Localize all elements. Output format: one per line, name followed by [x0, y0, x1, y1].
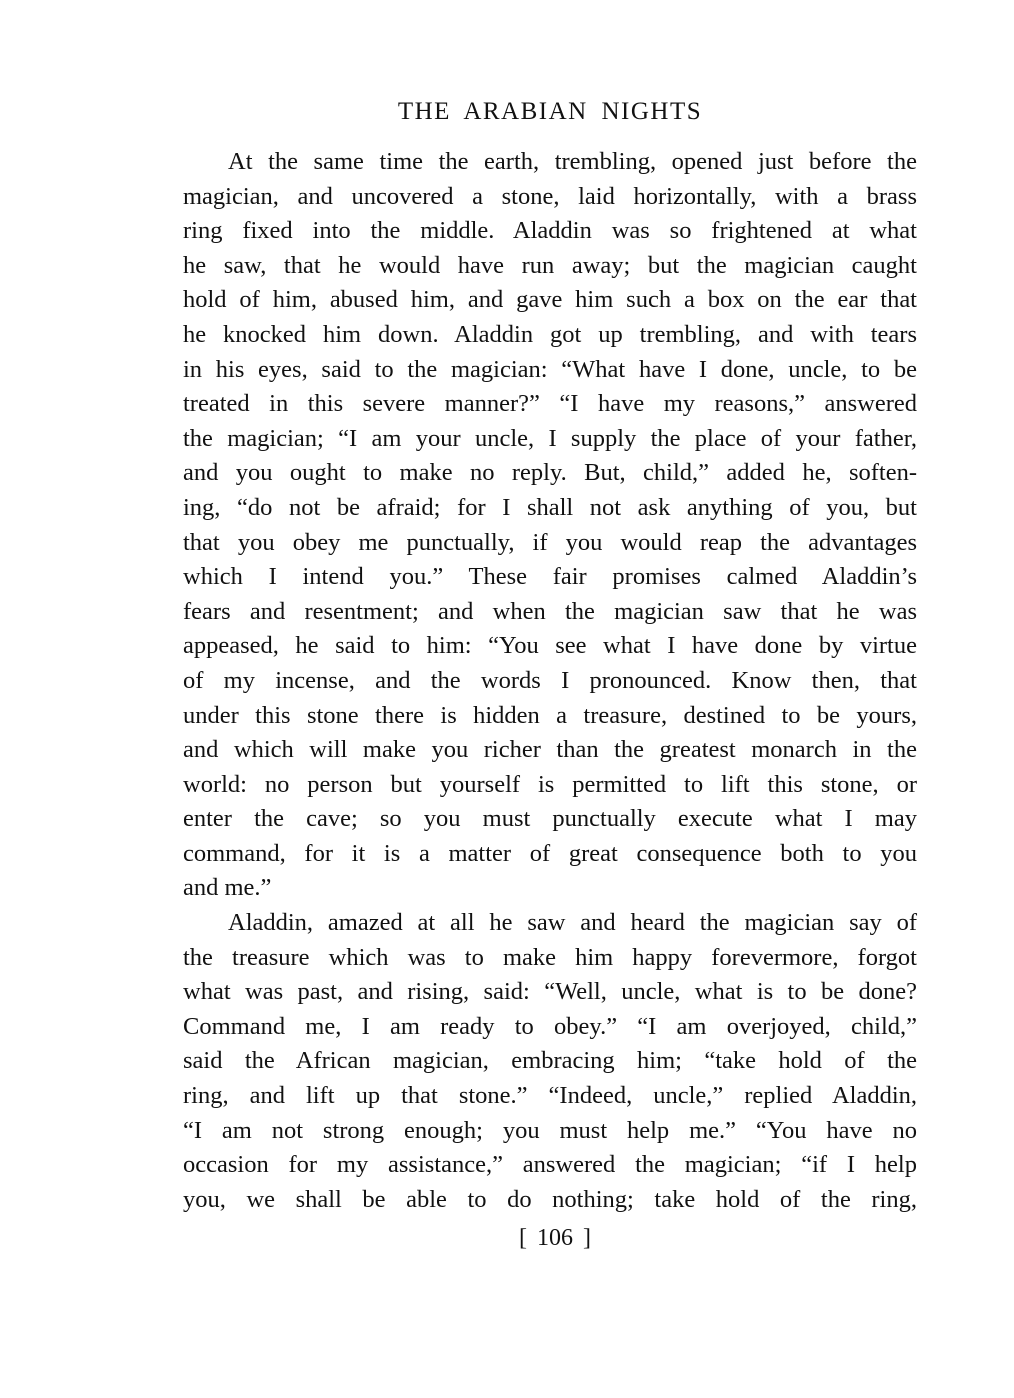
running-head: THE ARABIAN NIGHTS — [397, 98, 703, 125]
text-line: appeased, he said to him: “You see what I have done by virtue — [183, 632, 917, 660]
text-line: he saw, that he would have run away; but the magician caught — [183, 251, 917, 279]
text-line: At the same time the earth, trembling, opened just before the — [228, 148, 917, 175]
text-line: that you obey me punctually, if you would reap the advantages — [183, 528, 917, 556]
text-line: “I am not strong enough; you must help me.” “You have no — [183, 1116, 917, 1144]
text-line: in his eyes, said to the magician: “What have I done, uncle, to be — [183, 355, 917, 383]
paragraph-1 — [183, 145, 917, 906]
text-line: he knocked him down. Aladdin got up trembling, and with tears — [183, 320, 917, 348]
text-line: fears and resentment; and when the magician saw that he was — [183, 597, 917, 625]
text-line: and me.” — [183, 874, 272, 902]
paragraph-2 — [183, 906, 917, 1217]
text-line: hold of him, abused him, and gave him such a box on the ear that — [183, 286, 917, 314]
text-line: which I intend you.” These fair promises calmed Aladdin’s — [183, 563, 917, 591]
text-line: under this stone there is hidden a treasure, destined to be yours, — [183, 701, 917, 729]
text-line: what was past, and rising, said: “Well, uncle, what is to be done? — [183, 978, 917, 1006]
page-number: [ 106 ] — [519, 1225, 591, 1251]
text-line: ring fixed into the middle. Aladdin was so frightened at what — [183, 217, 917, 245]
body-text — [183, 145, 917, 1217]
text-line: Command me, I am ready to obey.” “I am overjoyed, child,” — [183, 1012, 917, 1040]
text-line: and you ought to make no reply. But, child,” added he, soften- — [183, 459, 917, 487]
text-line: magician, and uncovered a stone, laid horizontally, with a brass — [183, 182, 917, 210]
text-line: ing, “do not be afraid; for I shall not ask anything of you, but — [183, 493, 917, 521]
text-line: occasion for my assistance,” answered the magician; “if I help — [183, 1151, 917, 1179]
text-line: command, for it is a matter of great consequence both to you — [183, 839, 917, 867]
text-line: world: no person but yourself is permitted to lift this stone, or — [183, 770, 917, 798]
text-line: and which will make you richer than the greatest monarch in the — [183, 736, 917, 764]
text-line: of my incense, and the words I pronounced. Know then, that — [183, 666, 917, 694]
text-line: you, we shall be able to do nothing; take hold of the ring, — [183, 1185, 917, 1213]
text-line: said the African magician, embracing him; “take hold of the — [183, 1047, 917, 1075]
text-line: enter the cave; so you must punctually execute what I may — [183, 805, 917, 833]
text-line: the treasure which was to make him happy forevermore, forgot — [183, 943, 917, 971]
text-line: the magician; “I am your uncle, I supply the place of your father, — [183, 424, 917, 452]
text-line: treated in this severe manner?” “I have my reasons,” answered — [183, 390, 917, 418]
text-line: Aladdin, amazed at all he saw and heard the magician say of — [228, 909, 917, 937]
text-line: ring, and lift up that stone.” “Indeed, uncle,” replied Aladdin, — [183, 1082, 917, 1110]
